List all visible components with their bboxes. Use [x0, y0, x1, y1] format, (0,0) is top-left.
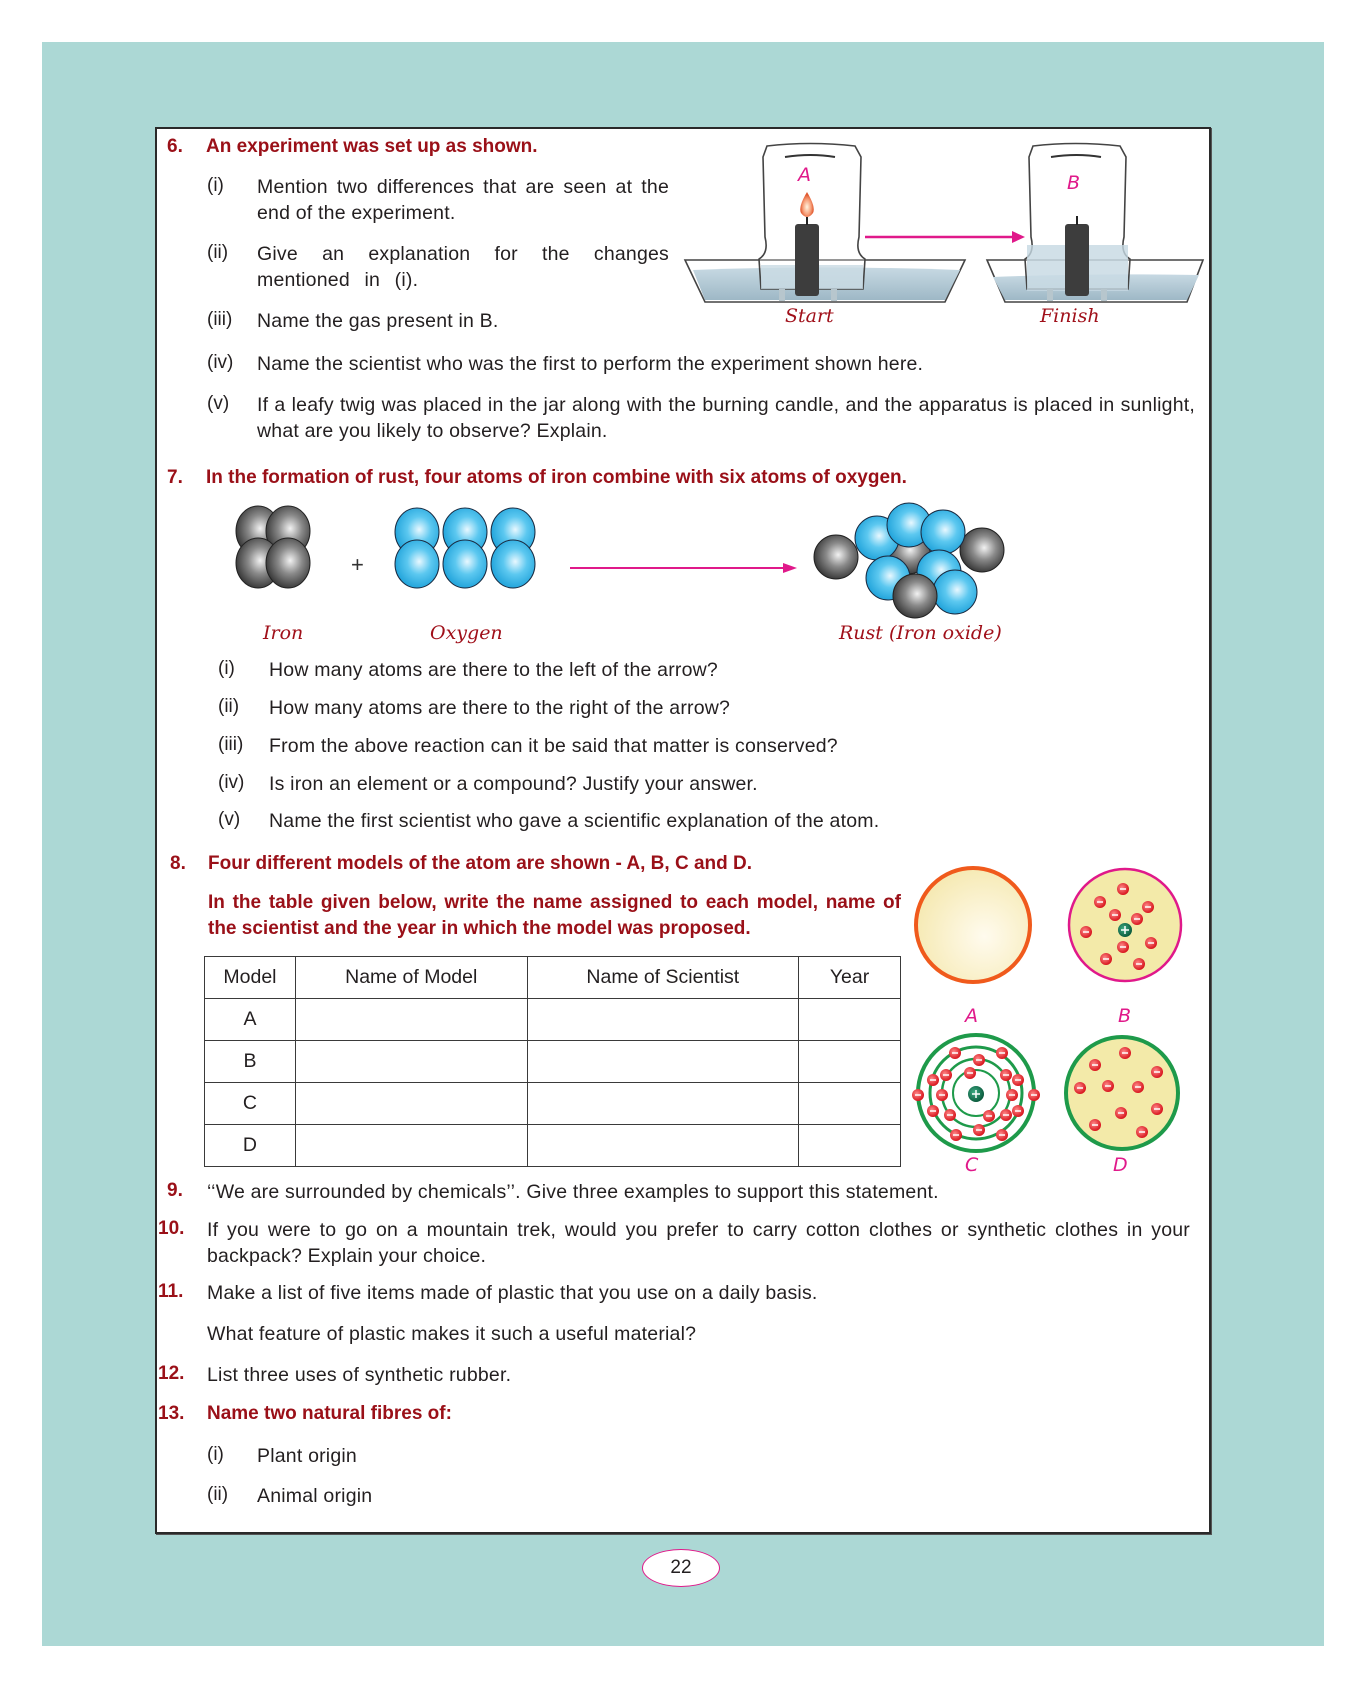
q7-part-label: (v)	[218, 809, 241, 830]
table-row	[205, 1041, 901, 1083]
q6-part-label: (iii)	[207, 309, 233, 330]
q7-number: 7.	[167, 467, 183, 488]
page-number: 22	[642, 1549, 720, 1587]
model-cell: A	[205, 999, 296, 1041]
start-apparatus	[685, 144, 965, 303]
model-name-cell[interactable]	[295, 999, 527, 1041]
scientist-cell[interactable]	[527, 1125, 799, 1167]
q13-part-label: (i)	[207, 1444, 224, 1465]
q7-part-text: How many atoms are there to the right of the arrow?	[269, 697, 731, 719]
iron-label: Iron	[263, 622, 304, 644]
table-header: Name of Model	[295, 957, 527, 999]
start-label: Start	[785, 305, 834, 327]
q13-number: 13.	[158, 1403, 185, 1424]
rust-formation-figure	[225, 490, 1015, 620]
jar-a-label: A	[798, 164, 811, 186]
q6-number: 6.	[167, 136, 183, 157]
scientist-cell[interactable]	[527, 1041, 799, 1083]
year-cell[interactable]	[799, 1083, 901, 1125]
year-cell[interactable]	[799, 1041, 901, 1083]
oxygen-atoms-icon	[395, 508, 535, 588]
model-b-icon	[1069, 869, 1181, 981]
q7-part-text: Is iron an element or a compound? Justify your answer.	[269, 773, 758, 795]
atom-models-table	[204, 956, 901, 1167]
q6-part-text: Give an explanation for the changes mentioned in (i).	[257, 243, 669, 291]
model-cell: C	[205, 1083, 296, 1125]
year-cell[interactable]	[799, 999, 901, 1041]
q9-text: ‘‘We are surrounded by chemicals’’. Give three examples to support this statement.	[207, 1181, 939, 1203]
thomson-model-icon	[1066, 1037, 1178, 1149]
q13-part-text: Animal origin	[257, 1485, 373, 1507]
q10-text: If you were to go on a mountain trek, would you prefer to carry cotton clothes or synthetic clothes in your backpack? Explain your choice.	[207, 1219, 1190, 1267]
table-row	[205, 999, 901, 1041]
rust-molecule-icon	[814, 503, 1004, 618]
q6-part-label: (iv)	[207, 352, 234, 373]
model-c-label: C	[965, 1154, 979, 1176]
atom-models-figure	[910, 860, 1190, 1160]
oxygen-label: Oxygen	[430, 622, 503, 644]
q10-number: 10.	[158, 1218, 185, 1239]
q13-title: Name two natural fibres of:	[207, 1403, 452, 1424]
q7-part-text: Name the first scientist who gave a scientific explanation of the atom.	[269, 810, 880, 832]
q6-part-label: (v)	[207, 393, 230, 414]
q8-number: 8.	[170, 853, 186, 874]
q11-followup: What feature of plastic makes it such a useful material?	[207, 1323, 697, 1345]
q13-part-text: Plant origin	[257, 1445, 357, 1467]
model-cell: D	[205, 1125, 296, 1167]
q12-number: 12.	[158, 1363, 185, 1384]
table-header: Year	[799, 957, 901, 999]
q7-part-label: (ii)	[218, 696, 240, 717]
q12-text: List three uses of synthetic rubber.	[207, 1364, 512, 1386]
q9-number: 9.	[167, 1180, 183, 1201]
q6-title: An experiment was set up as shown.	[206, 136, 538, 157]
q7-part-text: How many atoms are there to the left of the arrow?	[269, 659, 718, 681]
q8-instruction: In the table given below, write the name assigned to each model, name of the scientist and the year in which the model was proposed.	[208, 892, 901, 939]
q7-part-label: (iv)	[218, 772, 245, 793]
q8-title: Four different models of the atom are shown - A, B, C and D.	[208, 853, 752, 874]
q7-part-label: (iii)	[218, 734, 244, 755]
q6-part-text: Name the gas present in B.	[257, 310, 499, 332]
model-name-cell[interactable]	[295, 1083, 527, 1125]
q11-text: Make a list of five items made of plastic that you use on a daily basis.	[207, 1282, 818, 1304]
q13-part-label: (ii)	[207, 1484, 229, 1505]
jar-b-label: B	[1067, 172, 1081, 194]
q11-number: 11.	[158, 1281, 184, 1302]
model-name-cell[interactable]	[295, 1041, 527, 1083]
model-d-label: D	[1113, 1154, 1128, 1176]
rust-label: Rust (Iron oxide)	[839, 622, 1002, 644]
model-b-label: B	[1118, 1005, 1132, 1027]
q6-part-label: (ii)	[207, 242, 229, 263]
year-cell[interactable]	[799, 1125, 901, 1167]
dalton-model-icon	[916, 868, 1030, 982]
q6-part-text: Name the scientist who was the first to perform the experiment shown here.	[257, 353, 924, 375]
finish-label: Finish	[1040, 305, 1100, 327]
table-row	[205, 1083, 901, 1125]
scientist-cell[interactable]	[527, 1083, 799, 1125]
model-a-label: A	[965, 1005, 978, 1027]
q6-part-text: If a leafy twig was placed in the jar along with the burning candle, and the apparatus is placed in sunlight, what are you likely to observe? Explain.	[257, 394, 1195, 442]
q6-part-text: Mention two differences that are seen at the end of the experiment.	[257, 176, 669, 224]
table-row	[205, 1125, 901, 1167]
q7-part-text: From the above reaction can it be said that matter is conserved?	[269, 735, 838, 757]
table-header: Name of Scientist	[527, 957, 799, 999]
plus-sign: +	[351, 552, 364, 577]
candle-experiment-figure	[675, 137, 1205, 312]
q7-title: In the formation of rust, four atoms of iron combine with six atoms of oxygen.	[206, 467, 907, 488]
q6-part-label: (i)	[207, 175, 224, 196]
q7-part-label: (i)	[218, 658, 235, 679]
table-header: Model	[205, 957, 296, 999]
iron-atoms-icon	[236, 506, 310, 588]
finish-apparatus	[987, 144, 1203, 303]
table-header-row	[205, 957, 901, 999]
scientist-cell[interactable]	[527, 999, 799, 1041]
model-name-cell[interactable]	[295, 1125, 527, 1167]
model-cell: B	[205, 1041, 296, 1083]
